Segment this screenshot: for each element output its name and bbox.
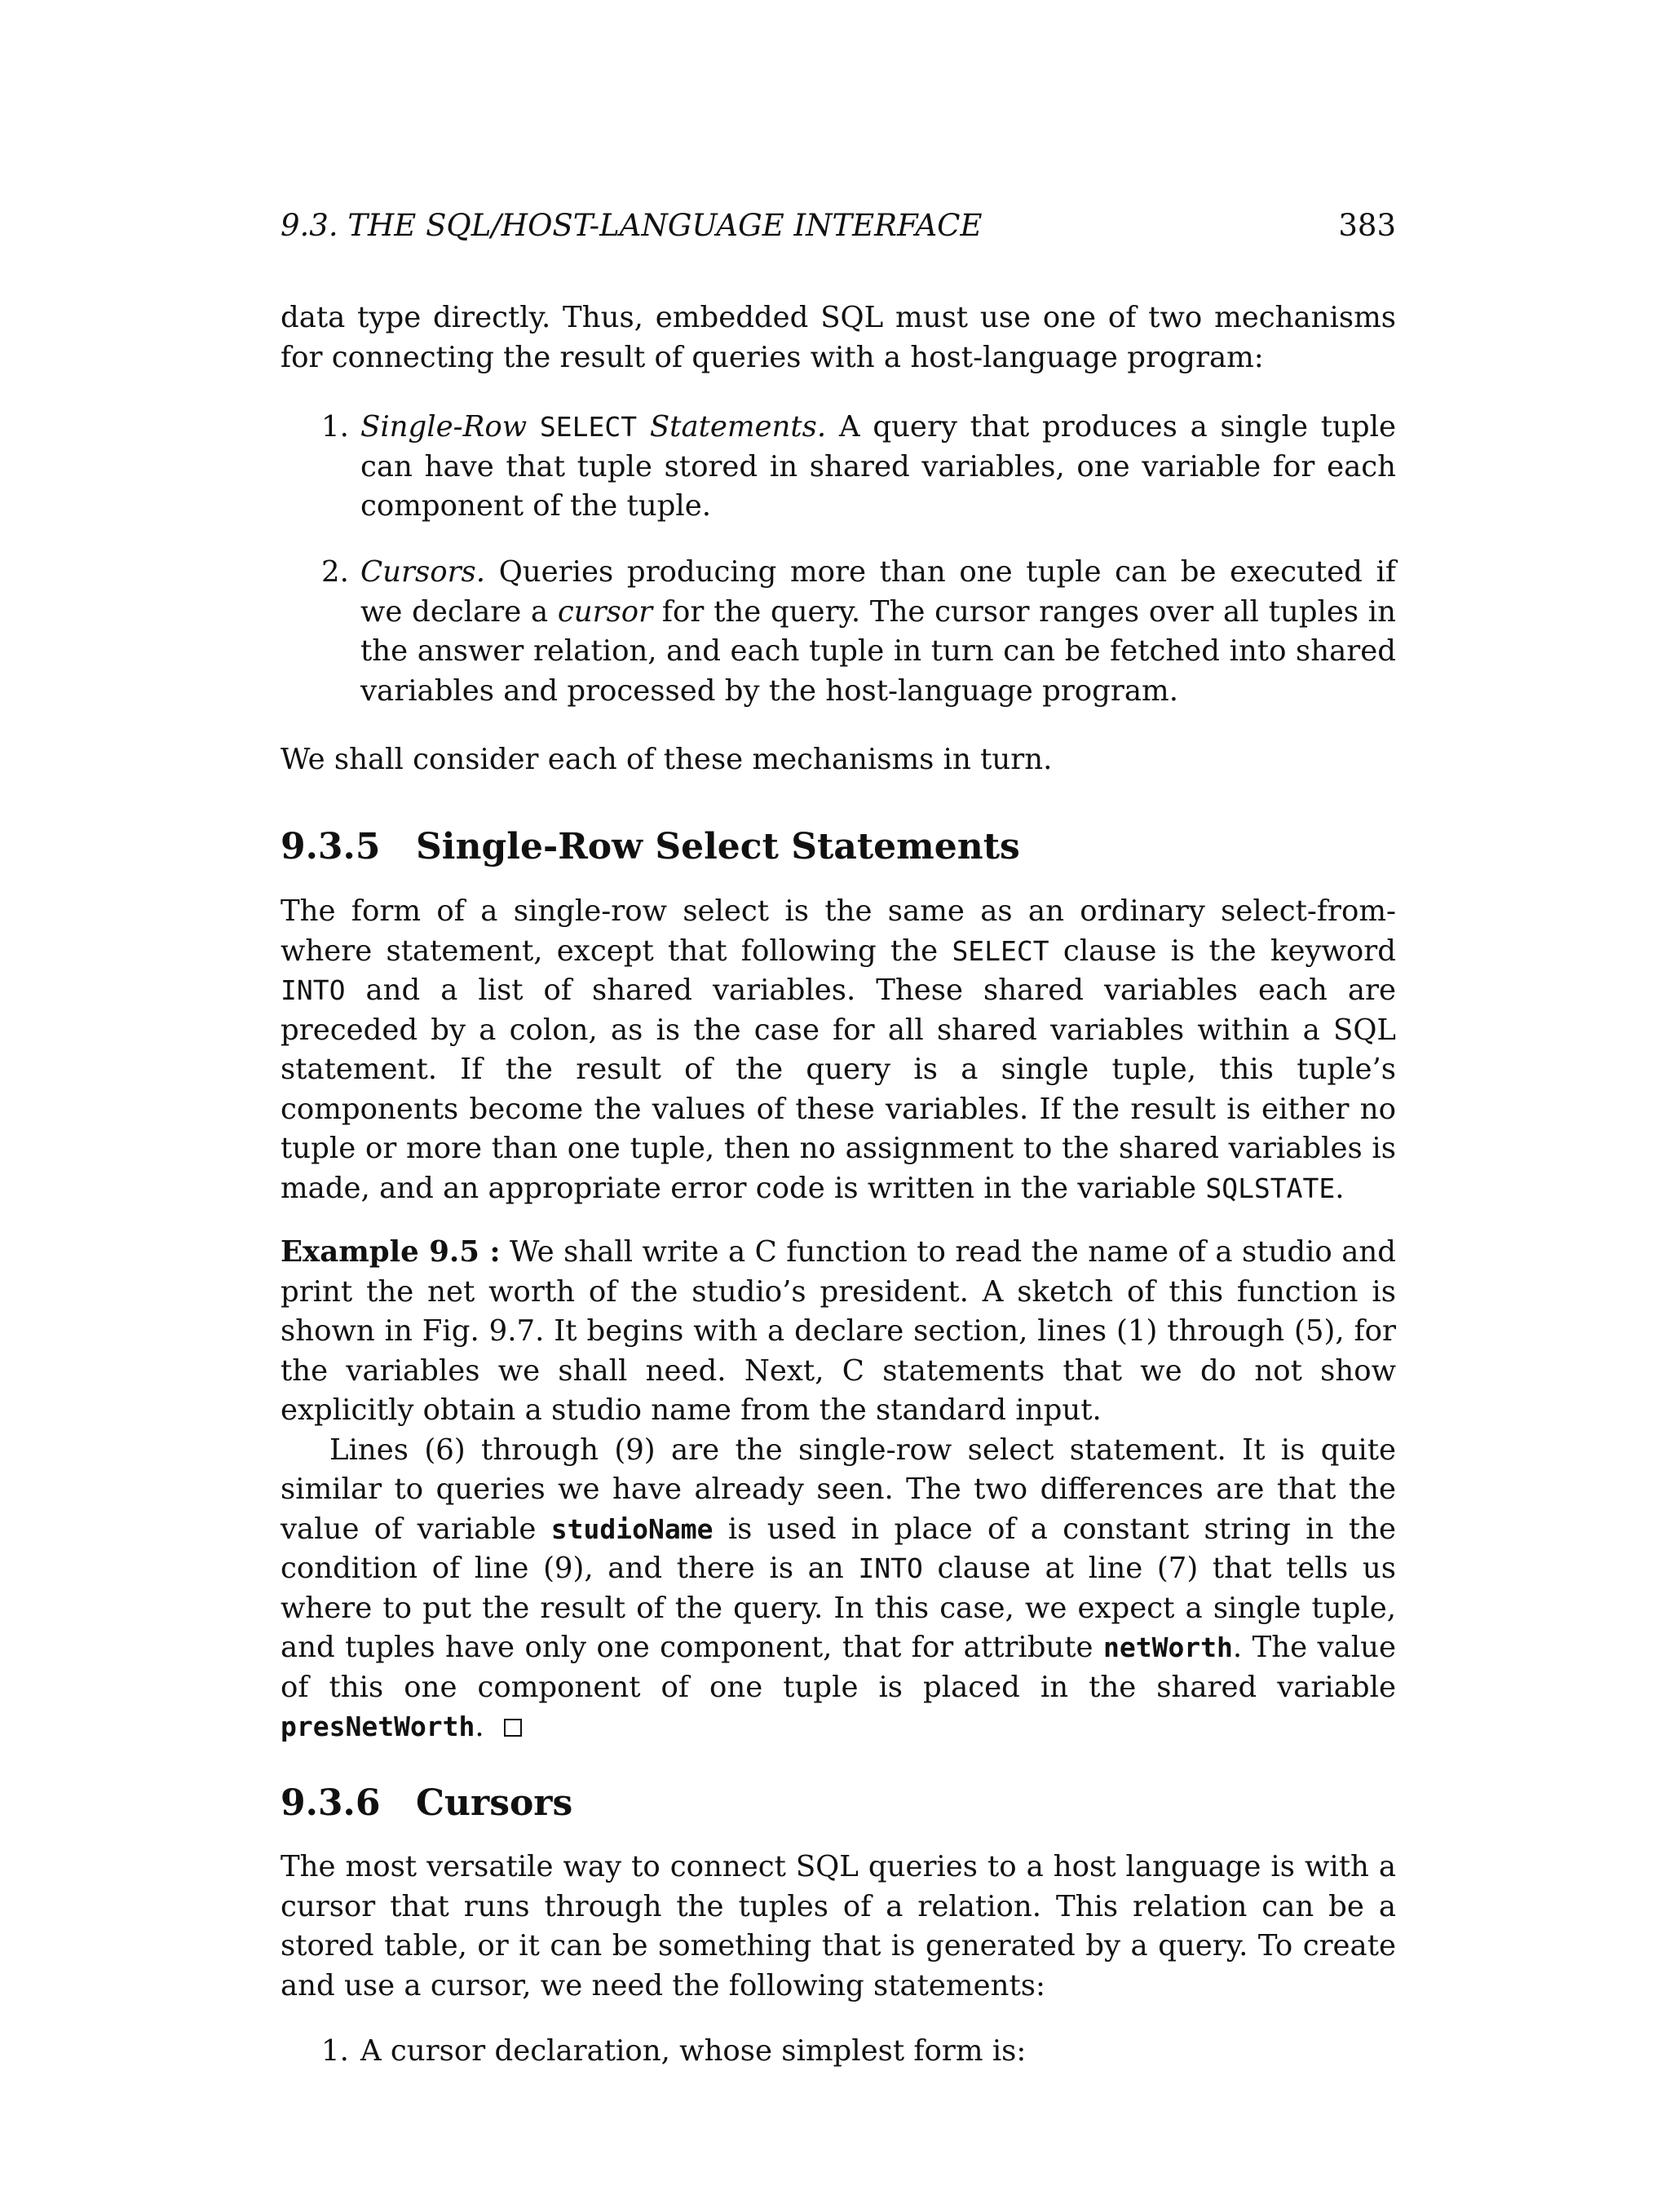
paragraph-text: We shall write a C function to read the name of a studio and print the net worth of the studio’s president. A sketch of this function is shown in Fig. 9.7. It begins with a declare section, lines (1) through (5), for the variables we shall need. Next, C statements that we do not show explicitly obtain a studio name from the standard input. — [281, 1235, 1396, 1427]
inline-code: studioName — [550, 1512, 714, 1545]
list-item-number: 1. — [321, 410, 349, 444]
paragraph-text: clause at line (7) that tells us where to put the result of the query. In this case, we expect a single tuple, and tuples have only one component, that for attribute — [281, 1552, 1396, 1664]
running-title: 9.3. THE SQL/HOST-LANGUAGE INTERFACE — [281, 208, 983, 243]
example-paragraph-1 — [281, 1233, 1396, 1431]
list-item-text: A cursor declaration, whose simplest form is: — [360, 2034, 1027, 2068]
example-paragraph-2 — [281, 1431, 1396, 1747]
list-item-term: cursor — [557, 594, 653, 629]
list-item-title: Cursors. — [360, 555, 486, 589]
list-item-number: 2. — [321, 555, 349, 589]
list-item-text: Queries producing more than one tuple can be executed if we declare a — [360, 555, 1396, 629]
inline-code: SELECT — [952, 934, 1049, 967]
running-header — [281, 205, 1396, 246]
end-of-example-box-icon — [504, 1719, 522, 1737]
paragraph-text: . The value of this one component of one tuple is placed in the shared variable — [281, 1631, 1396, 1704]
list-item — [281, 553, 1396, 711]
inline-code: SQLSTATE — [1205, 1172, 1336, 1204]
inline-code: presNetWorth — [281, 1711, 475, 1742]
section-heading-935 — [281, 824, 1020, 870]
page-number: 383 — [1338, 208, 1396, 243]
list-item-text: A query that produces a single tuple can have that tuple stored in shared variables, one variable for each component of the tuple. — [360, 410, 1396, 523]
paragraph-text: and a list of shared variables. These shared variables each are preceded by a colon, as is the case for all shared variables within a SQL statement. If the result of the query is a single tuple, this tuple’s components become the values of these variables. If the result is either no tuple or more than one tuple, then no assignment to the shared variables is made, and an appropriate error code is written in the variable — [281, 974, 1396, 1205]
example-label: Example 9.5 : — [281, 1235, 501, 1269]
section-number: 9.3.6 — [281, 1782, 381, 1824]
section-title: Single-Row Select Statements — [416, 826, 1020, 868]
paragraph-text: Lines (6) through (9) are the single-row select statement. It is quite similar to queries we have already seen. The two differences are that the value of variable — [281, 1433, 1396, 1546]
inline-code: netWorth — [1102, 1631, 1233, 1663]
list-item-title-end: Statements. — [637, 410, 827, 444]
list-item-title-code: SELECT — [539, 411, 638, 443]
inline-code: INTO — [281, 974, 346, 1006]
paragraph-text: . — [475, 1710, 484, 1743]
inline-code: INTO — [858, 1552, 923, 1584]
list-item — [281, 2032, 1396, 2072]
paragraph-text: . — [1335, 1171, 1345, 1205]
section-title: Cursors — [416, 1782, 573, 1824]
section-number: 9.3.5 — [281, 826, 381, 868]
list-item-title: Single-Row — [360, 410, 540, 444]
section-936-paragraph: The most versatile way to connect SQL queries to a host language is with a cursor that runs through the tuples of a relation. This relation can be a stored table, or it can be something that is generated by a query. To create and use a cursor, we need the following statements: — [281, 1850, 1396, 2002]
paragraph-text: is used in place of a constant string in the condition of line (9), and there is an — [281, 1512, 1396, 1585]
list-item-text-end: for the query. The cursor ranges over all tuples in the answer relation, and each tuple in turn can be fetched into shared variables and processed by the host-language program. — [360, 594, 1396, 708]
paragraph-text: clause is the keyword — [1049, 934, 1396, 968]
paragraph-text: The form of a single-row select is the same as an ordinary select-from-where statement, except that following the — [281, 894, 1396, 968]
intro-paragraph: data type directly. Thus, embedded SQL must use one of two mechanisms for connecting the result of queries with a host-language program: — [281, 301, 1396, 374]
section-935-paragraph — [281, 892, 1396, 1208]
list-item — [281, 408, 1396, 527]
after-list-paragraph: We shall consider each of these mechanisms in turn. — [281, 743, 1053, 776]
section-heading-936 — [281, 1781, 572, 1826]
list-item-number: 1. — [321, 2034, 349, 2068]
example-9-5 — [281, 1233, 1396, 1747]
